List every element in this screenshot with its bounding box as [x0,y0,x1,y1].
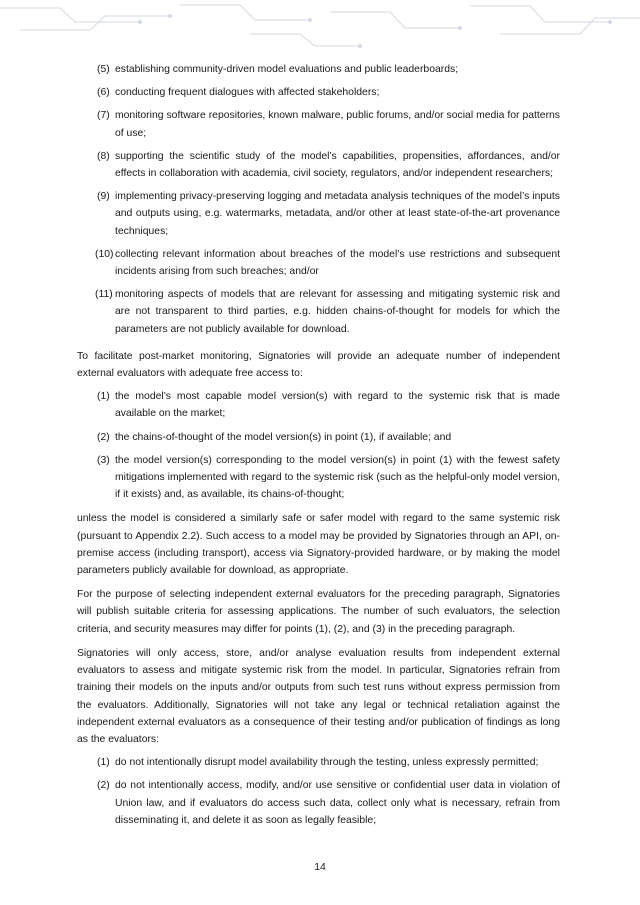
list-item [77,246,560,280]
item-text: the model version(s) corresponding to the model version(s) in point (1) with the fewest safety mitigations implemented with regard to the systemic risk (such as the helpful-only model version, if it exists) and, as available, its chains-of-thought; [115,454,560,501]
list-item [77,777,560,829]
item-text: monitoring aspects of models that are relevant for assessing and mitigating systemic risk and are not transparent to third parties, e.g. hidden chains-of-thought for models for which the parameters are not publicly available for download. [115,289,560,335]
item-number: (1) [97,757,110,769]
item-number: (5) [97,64,110,75]
item-text: implementing privacy-preserving logging and metadata analysis techniques of the model’s inputs and outputs using, e.g. watermarks, metadata, and/or other at least state-of-the-art provenance techniques; [115,191,560,237]
list-item [77,188,560,240]
item-text: establishing community-driven model evaluations and public leaderboards; [115,64,459,75]
paragraph-access: To facilitate post-market monitoring, Signatories will provide an adequate number of independent external evaluators with adequate free access to: [77,350,560,380]
item-text: collecting relevant information about breaches of the model’s use restrictions and subsequent incidents arising from such breaches; and/or [115,248,560,278]
item-number: (2) [97,431,110,443]
paragraph-selection-criteria: For the purpose of selecting independent external evaluators for the preceding paragraph, Signatories will publish suitable criteria for assessing applications. The number of such evaluators, the selection criteria, and security measures may differ for points (1), (2), and (3) in the preceding paragraph. [77,589,560,635]
item-number: (11) [95,289,113,301]
list-item [77,84,560,101]
paragraph-exception: unless the model is considered a similarly safe or safer model with regard to the same systemic risk (pursuant to Appendix 2.2). Such access to a model may be provided by Signatories through an API, on-premise access (including transport), access via Signatory-provided hardware, or by making the model parameters publicly available for download, as appropriate. [77,513,560,577]
access-list [77,388,560,503]
item-text: the chains-of-thought of the model version(s) in point (1), if available; and [115,431,452,443]
item-text: conducting frequent dialogues with affected stakeholders; [115,87,380,99]
item-text: supporting the scientific study of the model’s capabilities, propensities, affordances, and/or effects in collaboration with academia, civil society, regulators, and/or independent researchers; [115,150,560,180]
list-item [77,286,560,338]
item-text: do not intentionally access, modify, and/or use sensitive or confidential user data in violation of Union law, and if evaluators do access such data, collect only what is necessary, refrain from disseminating it, and delete it as soon as legally feasible; [115,780,560,826]
document-body [77,61,560,835]
list-item [77,61,560,78]
list-item [77,429,560,446]
list-item [77,388,560,422]
list-item [77,107,560,141]
item-number: (9) [97,191,110,203]
item-number: (2) [97,780,110,792]
paragraph-evaluation-results: Signatories will only access, store, and/or analyse evaluation results from independent external evaluators to assess and mitigate systemic risk from the model. In particular, Signatories refrain from training their models on the inputs and/or outputs from such test runs without express permission from the evaluators. Additionally, Signatories will not take any legal or technical retaliation against the independent external evaluators as a consequence of their testing and/or publication of findings as long as the evaluators: [77,647,560,745]
page-number: 14 [314,862,326,873]
item-number: (6) [97,87,110,99]
item-number: (10) [95,248,114,260]
header-circuit-decoration [0,0,640,60]
item-number: (3) [97,454,110,466]
item-number: (8) [97,150,110,162]
item-text: monitoring software repositories, known malware, public forums, and/or social media for patterns of use; [115,110,560,139]
item-text: do not intentionally disrupt model availability through the testing, unless expressly permitted; [115,757,539,769]
evaluator-conditions-list [77,754,560,829]
list-item [77,754,560,771]
item-number: (7) [97,110,110,122]
item-text: the model’s most capable model version(s) with regard to the systemic risk that is made available on the market; [115,391,560,420]
list-item [77,148,560,182]
monitoring-measures-list [77,61,560,338]
item-number: (1) [97,391,110,403]
list-item [77,452,560,504]
